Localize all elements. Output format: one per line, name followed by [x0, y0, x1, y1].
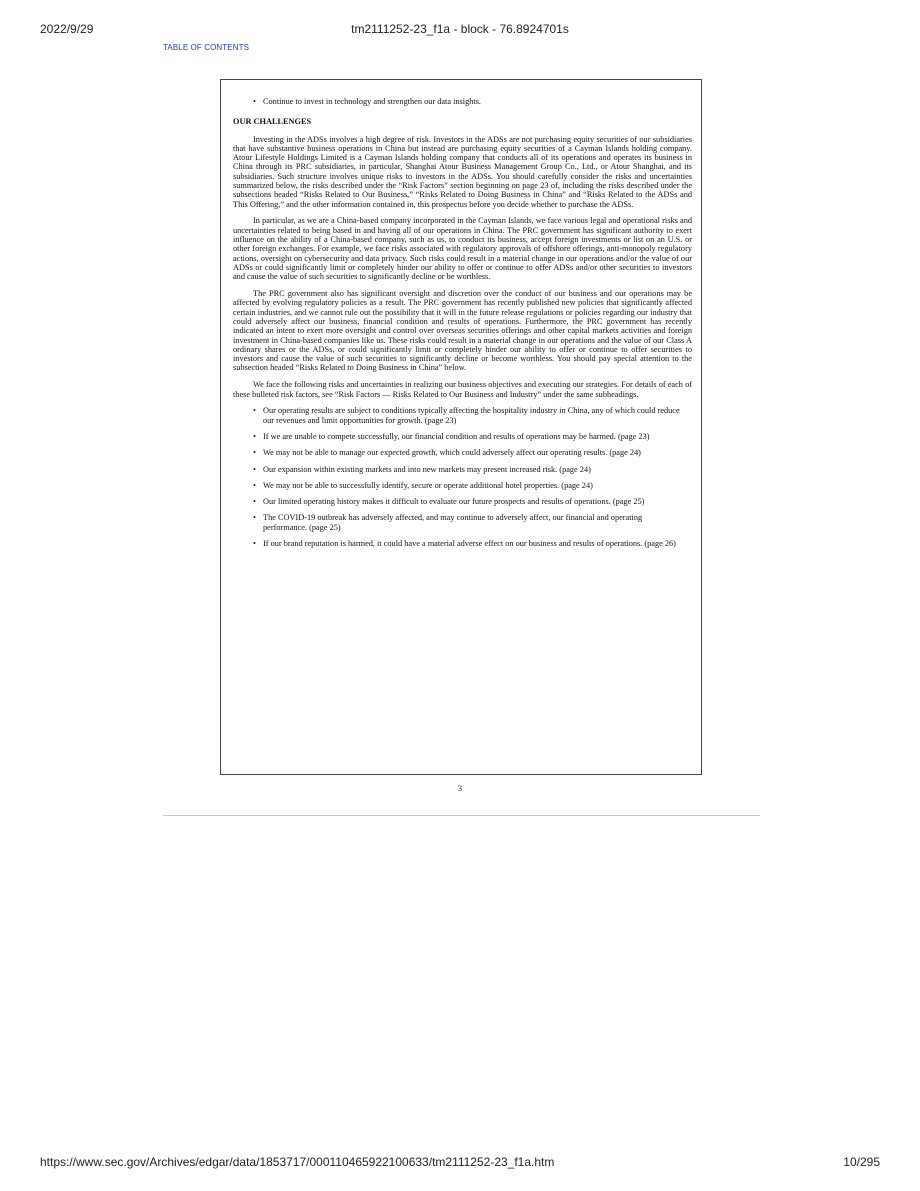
print-page-counter: 10/295 [843, 1155, 880, 1169]
risk-bullet-text: Our operating results are subject to conditions typically affecting the hospitality industry in China, any of which could reduce our revenues and limit opportunities for growth. (page 23) [263, 406, 680, 425]
risk-bullet [233, 539, 692, 548]
table-of-contents-link[interactable]: TABLE OF CONTENTS [163, 43, 250, 52]
page-divider [163, 815, 760, 816]
risk-bullet-text: Our limited operating history makes it difficult to evaluate our future prospects and results of operations. (page 25) [263, 497, 645, 507]
document-body [233, 97, 692, 555]
risk-bullet-text: The COVID-19 outbreak has adversely affected, and may continue to adversely affect, our financial and operating performance. (page 25) [263, 513, 643, 532]
bullet-glyph: • [253, 464, 256, 474]
risk-bullet [233, 465, 692, 474]
bullet-glyph: • [253, 480, 256, 490]
bullet-glyph: • [253, 497, 256, 507]
risk-bullet-text: Our expansion within existing markets and into new markets may present increased risk. (page 24) [263, 464, 591, 474]
bullet-glyph: • [253, 513, 256, 523]
print-url: https://www.sec.gov/Archives/edgar/data/1853717/000110465922100633/tm2111252-23_f1a.htm [40, 1155, 555, 1169]
risk-bullet-text: If we are unable to compete successfully, our financial condition and results of operations may be harmed. (page 23) [263, 431, 650, 441]
risk-bullet [233, 497, 692, 506]
risk-bullet-text: If our brand reputation is harmed, it could have a material adverse effect on our business and results of operations. (page 26) [263, 538, 676, 548]
risk-bullet [233, 481, 692, 490]
risk-bullet-text: We may not be able to successfully identify, secure or operate additional hotel properties. (page 24) [263, 480, 593, 490]
list-item-text: Continue to invest in technology and strengthen our data insights. [263, 97, 481, 106]
section-heading: OUR CHALLENGES [233, 117, 312, 127]
paragraph: We face the following risks and uncertainties in realizing our business objectives and executing our strategies. For details of each of these bulleted risk factors, see “Risk Factors — Risks Related to Our Business and Industry” under the same subheadings. [233, 380, 692, 399]
paragraph: Investing in the ADSs involves a high degree of risk. Investors in the ADSs are not purchasing equity securities of our subsidiaries that have substantive business operations in China but instead are purchasing equity securities of a Cayman Islands holding company. Atour Lifestyle Holdings Limited is a Cayman Islands holding company that conducts all of its operations and operates its business in China through its PRC subsidiaries, in particular, Shanghai Atour Business Management Group Co., Ltd., or Atour Shanghai, and its subsidiaries. Such structure involves unique risks to investors in the ADSs. You should carefully consider the risks and uncertainties summarized below, the risks described under the “Risk Factors” section beginning on page 23 of, including the risks described under the subsections headed “Risks Related to Our Business,” “Risks Related to Doing Business in China” and “Risks Related to the ADSs and This Offering,” and the other information contained in, this prospectus before you decide whether to purchase the ADSs. [233, 134, 692, 209]
risk-bullet [233, 432, 692, 441]
print-date: 2022/9/29 [40, 22, 94, 36]
page-number: 3 [457, 783, 463, 793]
list-item [233, 97, 692, 106]
risk-bullet [233, 406, 692, 425]
risk-bullet [233, 448, 692, 457]
paragraph: The PRC government also has significant oversight and discretion over the conduct of our business and our operations may be affected by evolving regulatory policies as a result. The PRC government has recently published new policies that significantly affected certain industries, and we cannot rule out the possibility that it will in the future release regulations or policies regarding our industry that could adversely affect our business, financial condition and results of operations. Furthermore, the PRC government has recently indicated an intent to exert more oversight and control over overseas securities offerings and other capital markets activities and foreign investment in China-based companies like us. These risks could result in a material change in our operations and the value of our Class A ordinary shares or the ADSs, or could significantly limit or completely hinder our ability to offer or continue to offer securities to investors and cause the value of such securities to significantly decline or become worthless. You should pay special attention to the subsection headed “Risks Related to Doing Business in China” below. [233, 289, 692, 373]
bullet-glyph: • [253, 431, 256, 441]
risk-bullet [233, 513, 692, 532]
print-title: tm2111252-23_f1a - block - 76.8924701s [351, 22, 569, 36]
bullet-glyph: • [253, 97, 256, 106]
bullet-glyph: • [253, 538, 256, 548]
bullet-glyph: • [253, 406, 256, 416]
paragraph: In particular, as we are a China-based company incorporated in the Cayman Islands, we face various legal and operational risks and uncertainties related to being based in and having all of our operations in China. The PRC government has significant authority to exert influence on the ability of a China-based company, such as us, to conduct its business, accept foreign investments or list on an U.S. or other foreign exchanges. For example, we face risks associated with regulatory approvals of offshore offerings, anti-monopoly regulatory actions, oversight on cybersecurity and data privacy. Such risks could result in a material change in our operations and/or the value of our ADSs or could significantly limit or completely hinder our ability to offer or continue to offer ADSs and/or other securities to investors and cause the value of such securities to significantly decline or be worthless. [233, 216, 692, 282]
bullet-glyph: • [253, 448, 256, 458]
risk-bullet-text: We may not be able to manage our expected growth, which could adversely affect our operating results. (page 24) [263, 448, 641, 458]
